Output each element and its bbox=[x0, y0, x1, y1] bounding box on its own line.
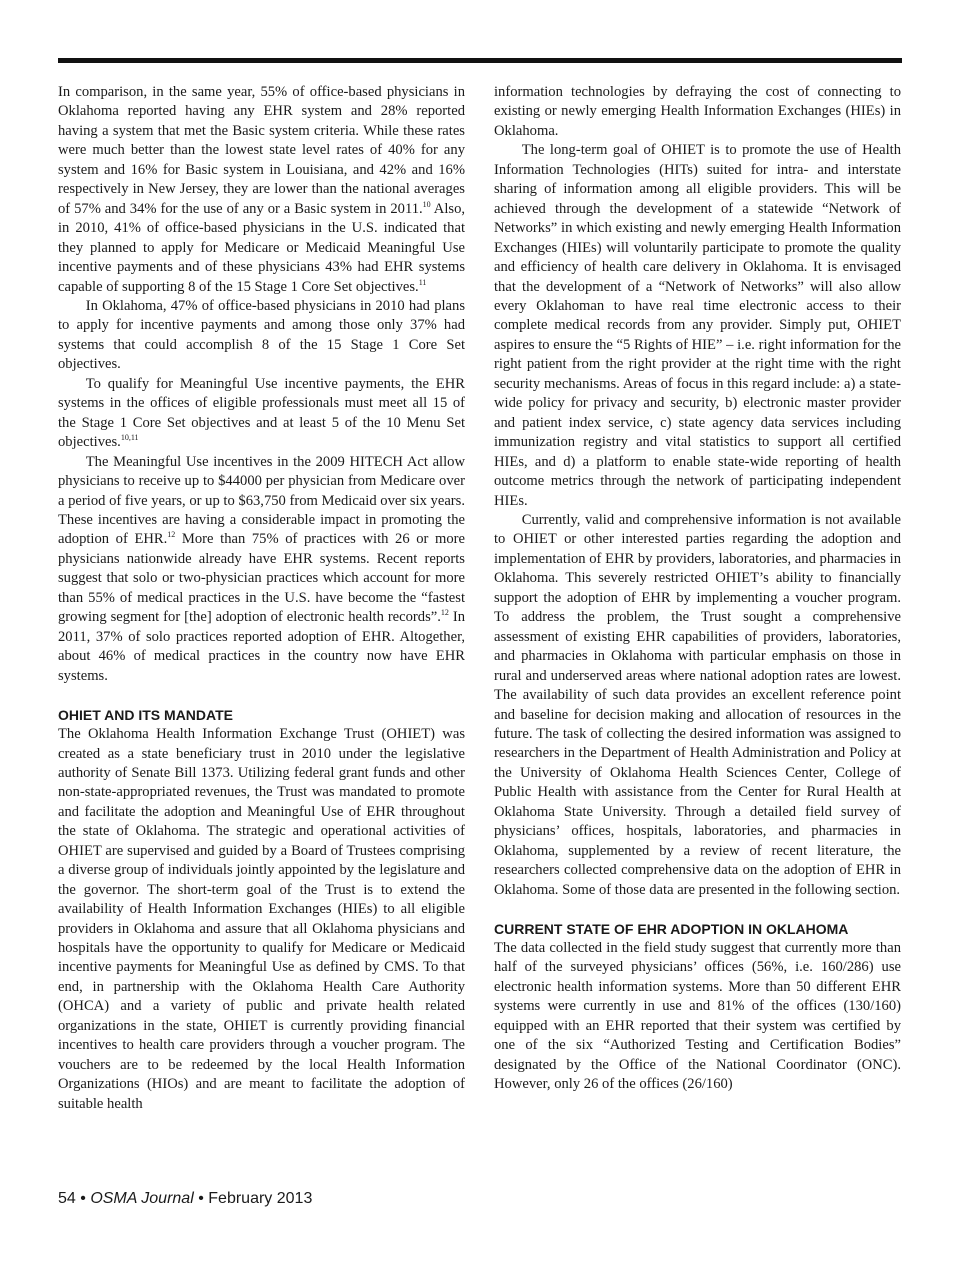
citation: 12 bbox=[167, 530, 176, 540]
footer-bullet: • bbox=[80, 1190, 86, 1207]
left-column bbox=[58, 83, 465, 1114]
section-heading-ohiet: OHIET AND ITS MANDATE bbox=[58, 707, 233, 724]
paragraph: The long-term goal of OHIET is to promote the use of Health Information Technologies (HITs) suited for intra- and interstate sharing of information among all eligible providers. This will be achieved through the development of a statewide “Network of Networks” in which existing and newly emerging Health Information Exchanges (HIEs) will voluntarily participate to promote the quality and efficiency of health care delivery in Oklahoma. It is envisaged that the development of a “Network of Networks” will also allow every Oklahoman to have real time electronic access to their complete medical records from any provider. Simply put, OHIET aspires to ensure the “5 Rights of HIE” – i.e. right information for the right patient from the right provider at the right time with the right security mechanisms. Areas of focus in this regard include: a) a state-wide policy for privacy and security, b) electronic master provider and patient index service, c) state agency data services including immunization registry and vital statistics to support all certified HIEs, and d) a platform to enable state-wide reporting of health outcome metrics through the network of participating independent HIEs. bbox=[494, 142, 901, 509]
paragraph: The Meaningful Use incentives in the 2009 HITECH Act allow physicians to receive up to $44000 per physician from Medicare over a period of five years, or up to $63,750 from Medicaid over six years. These incentives are having a considerable impact in promoting the adoption of EHR.$^{12}$ More than 75% of practices with 26 or more physicians nationwide already have EHR systems. Recent reports suggest that solo or two-physician practices which account for more than 55% of medical practices in the U.S. have become the “fastest growing segment for [the] adoption of electronic health records”.$^{12}$ In 2011, 37% of solo practices reported adoption of EHR. Altogether, about 46% of medical practices in the country now have EHR systems. bbox=[58, 453, 465, 684]
paragraph: To qualify for Meaningful Use incentive payments, the EHR systems in the offices of eligible professionals must meet all 15 of the Stage 1 Core Set objectives and at least 5 of the 10 Menu Set objectives.$^{10,11}$ bbox=[58, 375, 465, 451]
paragraph: In comparison, in the same year, 55% of office-based physicians in Oklahoma reported having any EHR system and 28% reported having a system that met the Basic system criteria. While these rates were much better than the lowest state level rates of 40% for any system and 16% for Basic system in Louisiana, and 42% and 16% respectively in New Jersey, they are lower than the national averages of 57% and 34% for the use of any or a Basic system in 2011.10 Also, in 2010, 41% of office-based physicians in the U.S. indicated that they planned to apply for Medicare or Medicaid Meaningful Use incentive payments and of these physicians 43% had EHR systems capable of supporting 8 of the 15 Stage 1 Core Set objectives.$^{11}$ bbox=[58, 84, 466, 295]
section-heading-ehr-adoption: CURRENT STATE OF EHR ADOPTION IN OKLAHOMA bbox=[494, 921, 849, 938]
page-footer bbox=[58, 1190, 312, 1208]
page-number: 54 bbox=[58, 1190, 76, 1207]
paragraph: The data collected in the field study suggest that currently more than half of the surveyed physicians’ offices (56%, i.e. 160/286) use electronic health information systems. More than 50 different EHR systems were currently in use and 81% of the offices (130/160) equipped with an EHR reported that their system was certified by one of the six “Authorized Testing and Certification Bodies” designated by the Office of the National Coordinator (ONC). However, only 26 of the offices (26/160) bbox=[494, 940, 901, 1093]
citation: 10,11 bbox=[120, 433, 139, 443]
paragraph: The Oklahoma Health Information Exchange Trust (OHIET) was created as a state beneficiary trust in 2010 under the legislative authority of Senate Bill 1373. Utilizing federal grant funds and other non-state-appropriated revenues, the Trust was mandated to promote and facilitate the adoption and Meaningful Use of EHR throughout the state of Oklahoma. The strategic and operational activities of OHIET are supervised and guided by a Board of Trustees comprising a diverse group of individuals jointly appointed by the legislature and the governor. The short-term goal of the Trust is to extend the availability of Health Information Exchanges (HIEs) to all eligible providers in Oklahoma and assure that all Oklahoma physicians and hospitals have the opportunity to qualify for Medicare or Medicaid incentive payments for Meaningful Use as defined by CMS. To that end, in partnership with the Oklahoma Health Care Authority (OHCA) and a variety of public and private health related organizations in the state, OHIET is currently providing financial incentives to health care providers through a voucher program. The vouchers are to be redeemed by the local Health Information Organizations (HIOs) and are meant to facilitate the adoption of suitable health bbox=[58, 726, 465, 1112]
journal-title: OSMA Journal bbox=[90, 1190, 194, 1207]
citation: 10 bbox=[422, 199, 431, 209]
citation: 12 bbox=[440, 608, 449, 618]
paragraph: In Oklahoma, 47% of office-based physicians in 2010 had plans to apply for incentive payments and among those only 37% had systems that could accomplish 8 of the 15 Stage 1 Core Set objectives. bbox=[58, 297, 465, 373]
footer-bullet: • bbox=[198, 1190, 204, 1207]
right-column bbox=[494, 83, 901, 1095]
paragraph: information technologies by defraying the cost of connecting to existing or newly emerging Health Information Exchanges (HIEs) in Oklahoma. bbox=[494, 84, 901, 139]
issue-date: February 2013 bbox=[208, 1190, 313, 1207]
top-rule bbox=[58, 58, 902, 63]
paragraph: Currently, valid and comprehensive information is not available to OHIET or other interested parties regarding the adoption and implementation of EHR by providers, laboratories, and pharmacies in Oklahoma. This severely restricted OHIET’s ability to financially support the adoption of EHR by implementing a voucher program. To address the problem, the Trust sought a comprehensive assessment of existing EHR capabilities of providers, laboratories, and pharmacies in Oklahoma with particular emphasis on those in rural and underserved areas where national adoption rates are lowest. The availability of such data provides an excellent reference point and baseline for decision making and allocation of resources in the future. The task of collecting the desired information was assigned to researchers in the Department of Health Administration and Policy at the University of Oklahoma Health Sciences Center, College of Public Health with assistance from the Center for Rural Health at Oklahoma State University. Through a detailed field survey of physicians’ offices, hospitals, laboratories, and pharmacies in Oklahoma, supplemented by a review of recent literature, the researchers collected comprehensive data on the adoption of EHR in Oklahoma. Some of those data are presented in the following section. bbox=[494, 511, 901, 898]
citation: 11 bbox=[418, 277, 427, 287]
